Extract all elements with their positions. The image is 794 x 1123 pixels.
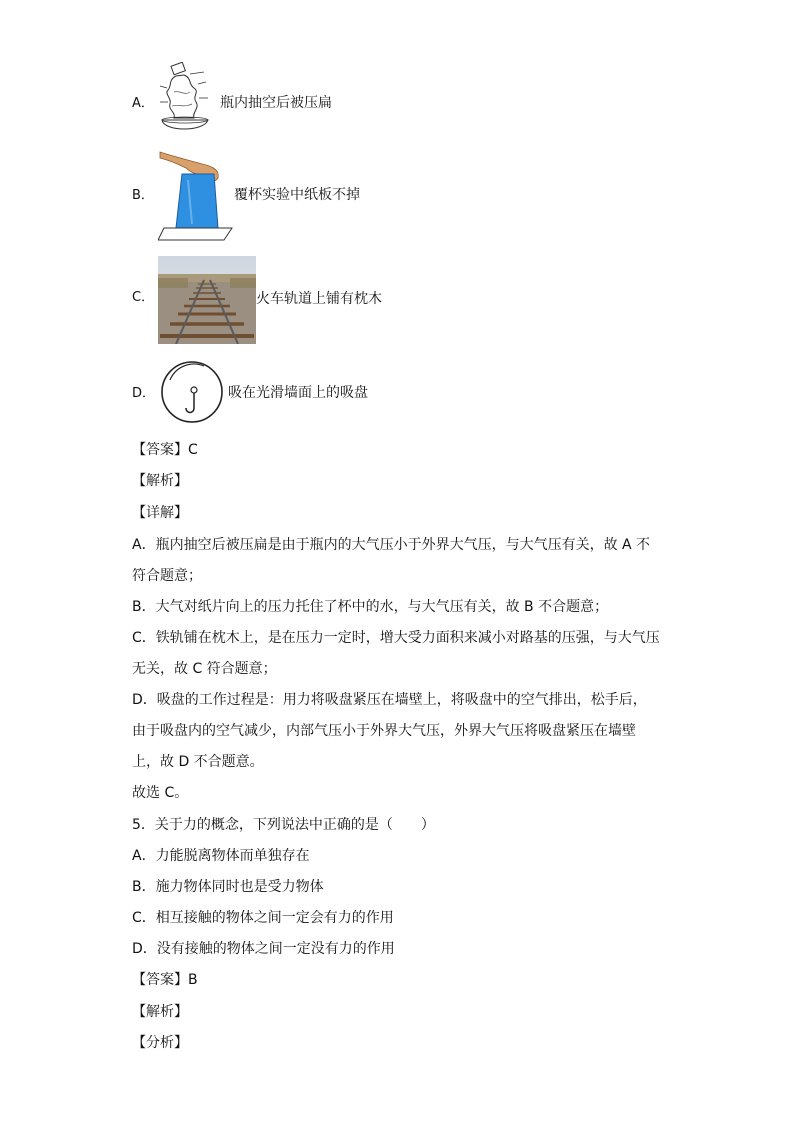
q4-detail-line: A．瓶内抽空后被压扁是由于瓶内的大气压小于外界大气压，与大气压有关，故 A 不 [132,537,651,553]
q5-answer: 【答案】B [132,972,198,988]
q4-analysis-tag: 【解析】 [132,473,188,489]
q5-stem: 5．关于力的概念，下列说法中正确的是（ ） [132,817,435,833]
q4-detail-line: 上，故 D 不合题意。 [132,754,264,770]
option-b-letter: B． [132,188,154,203]
q5-option-c: C．相互接触的物体之间一定会有力的作用 [132,910,394,926]
q5-fenxi-tag: 【分析】 [132,1035,188,1051]
q5-option-b: B．施力物体同时也是受力物体 [132,879,324,895]
q4-detail-line: 无关，故 C 符合题意； [132,661,277,677]
inverted-cup-experiment-illustration [158,150,238,242]
q4-detail-line: D．吸盘的工作过程是：用力将吸盘紧压在墙壁上，将吸盘中的空气排出，松手后， [132,692,647,708]
option-a-text: 瓶内抽空后被压扁 [220,95,332,111]
q4-detail-line: 由于吸盘内的空气减少，内部气压小于外界大气压，外界大气压将吸盘紧压在墙壁 [132,723,636,739]
crushed-bottle-illustration [158,62,220,138]
q4-detail-line: C．铁轨铺在枕木上，是在压力一定时，增大受力面积来减小对路基的压强，与大气压 [132,630,660,646]
railway-track-photo [158,256,256,344]
suction-cup-illustration [158,354,228,432]
option-b-text: 覆杯实验中纸板不掉 [234,187,360,203]
q5-option-d: D．没有接触的物体之间一定没有力的作用 [132,941,395,957]
option-c-letter: C． [132,290,155,305]
option-a-letter: A． [132,96,154,111]
option-d-text: 吸在光滑墙面上的吸盘 [228,385,368,401]
option-c [132,256,692,340]
q4-detail-tag: 【详解】 [132,505,188,521]
q4-detail-line: 符合题意； [132,568,202,584]
q4-answer: 【答案】C [132,442,198,458]
q5-analysis-tag: 【解析】 [132,1004,188,1020]
option-a [132,62,692,146]
q4-detail-line: B．大气对纸片向上的压力托住了杯中的水，与大气压有关，故 B 不合题意； [132,599,609,615]
option-b [132,150,692,234]
q4-conclusion: 故选 C。 [132,785,189,801]
option-d [132,354,692,438]
option-c-text: 火车轨道上铺有枕木 [256,291,382,307]
option-d-letter: D． [132,386,156,401]
q5-option-a: A．力能脱离物体而单独存在 [132,848,310,864]
